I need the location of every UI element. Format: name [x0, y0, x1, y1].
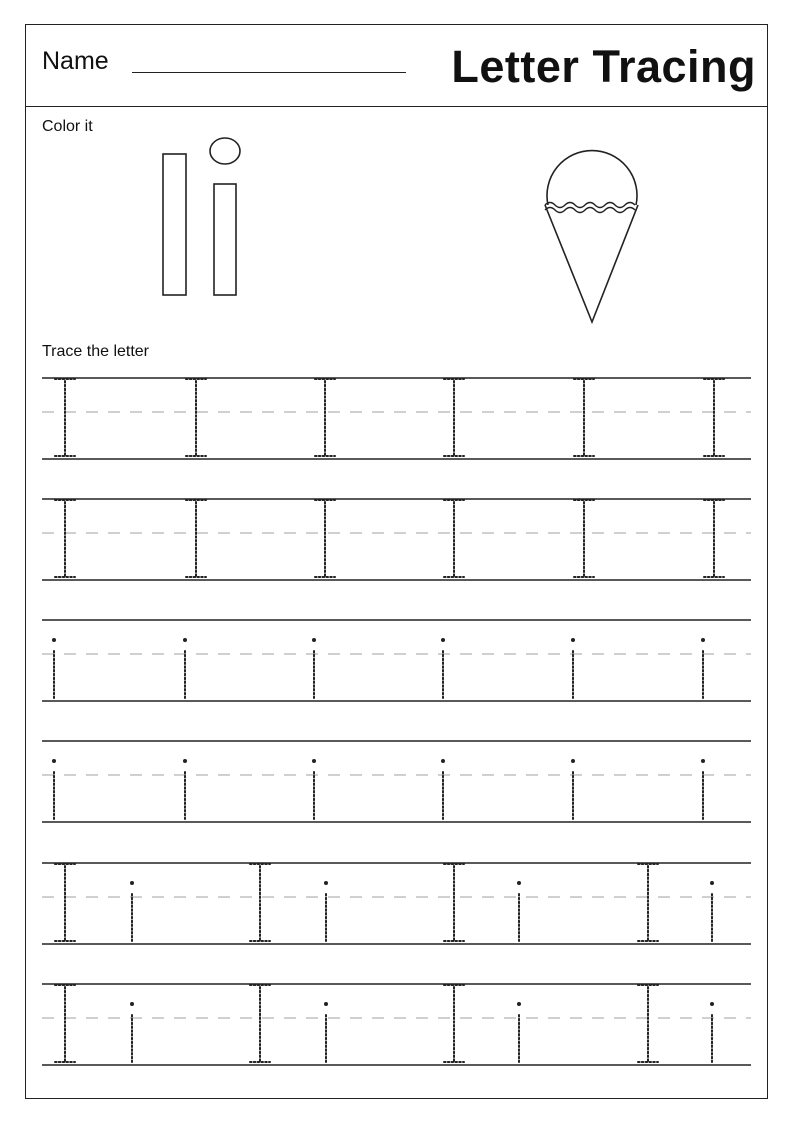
dotted-letter-uppercase-i	[638, 985, 658, 1062]
dotted-letter-uppercase-i	[250, 864, 270, 941]
dotted-letter-lowercase-i	[130, 1002, 134, 1062]
dotted-letter-uppercase-i	[186, 500, 206, 577]
dotted-letter-uppercase-i	[186, 379, 206, 456]
dotted-letter-lowercase-i	[183, 638, 187, 698]
dotted-letter-uppercase-i	[638, 864, 658, 941]
dotted-letter-uppercase-i	[444, 864, 464, 941]
dotted-letter-uppercase-i	[55, 985, 75, 1062]
dotted-letter-lowercase-i	[710, 881, 714, 941]
dotted-letter-lowercase-i	[324, 881, 328, 941]
dotted-letter-lowercase-i	[324, 1002, 328, 1062]
dotted-letter-lowercase-i	[701, 759, 705, 819]
dotted-letter-lowercase-i	[571, 759, 575, 819]
dotted-letter-lowercase-i	[441, 638, 445, 698]
page-title: Letter Tracing	[451, 41, 756, 92]
dotted-letter-lowercase-i	[312, 759, 316, 819]
name-label: Name	[42, 47, 109, 75]
dotted-letter-lowercase-i	[312, 638, 316, 698]
dotted-letter-uppercase-i	[574, 379, 594, 456]
dotted-letter-lowercase-i	[183, 759, 187, 819]
dotted-letter-uppercase-i	[55, 864, 75, 941]
dotted-letter-uppercase-i	[704, 500, 724, 577]
trace-the-letter-label: Trace the letter	[42, 343, 150, 360]
tracing-row[interactable]	[42, 984, 751, 1065]
dotted-letter-uppercase-i	[315, 379, 335, 456]
dotted-letter-uppercase-i	[55, 500, 75, 577]
dotted-letter-uppercase-i	[55, 379, 75, 456]
dotted-letter-uppercase-i	[444, 379, 464, 456]
tracing-row[interactable]	[42, 378, 751, 459]
footer-line-left	[42, 1098, 299, 1099]
dotted-letter-lowercase-i	[710, 1002, 714, 1062]
dotted-letter-lowercase-i	[52, 759, 56, 819]
tracing-row[interactable]	[42, 741, 751, 822]
tracing-row[interactable]	[42, 863, 751, 944]
dotted-letter-lowercase-i	[130, 881, 134, 941]
color-it-label: Color it	[42, 118, 93, 135]
dotted-letter-uppercase-i	[315, 500, 335, 577]
dotted-letter-uppercase-i	[444, 985, 464, 1062]
tracing-row[interactable]	[42, 620, 751, 701]
dotted-letter-lowercase-i	[517, 881, 521, 941]
footer-line-right	[495, 1098, 751, 1099]
dotted-letter-lowercase-i	[571, 638, 575, 698]
dotted-letter-lowercase-i	[517, 1002, 521, 1062]
dotted-letter-uppercase-i	[574, 500, 594, 577]
dotted-letter-lowercase-i	[701, 638, 705, 698]
dotted-letter-uppercase-i	[250, 985, 270, 1062]
dotted-letter-uppercase-i	[444, 500, 464, 577]
dotted-letter-lowercase-i	[441, 759, 445, 819]
dotted-letter-uppercase-i	[704, 379, 724, 456]
tracing-row[interactable]	[42, 499, 751, 580]
dotted-letter-lowercase-i	[52, 638, 56, 698]
